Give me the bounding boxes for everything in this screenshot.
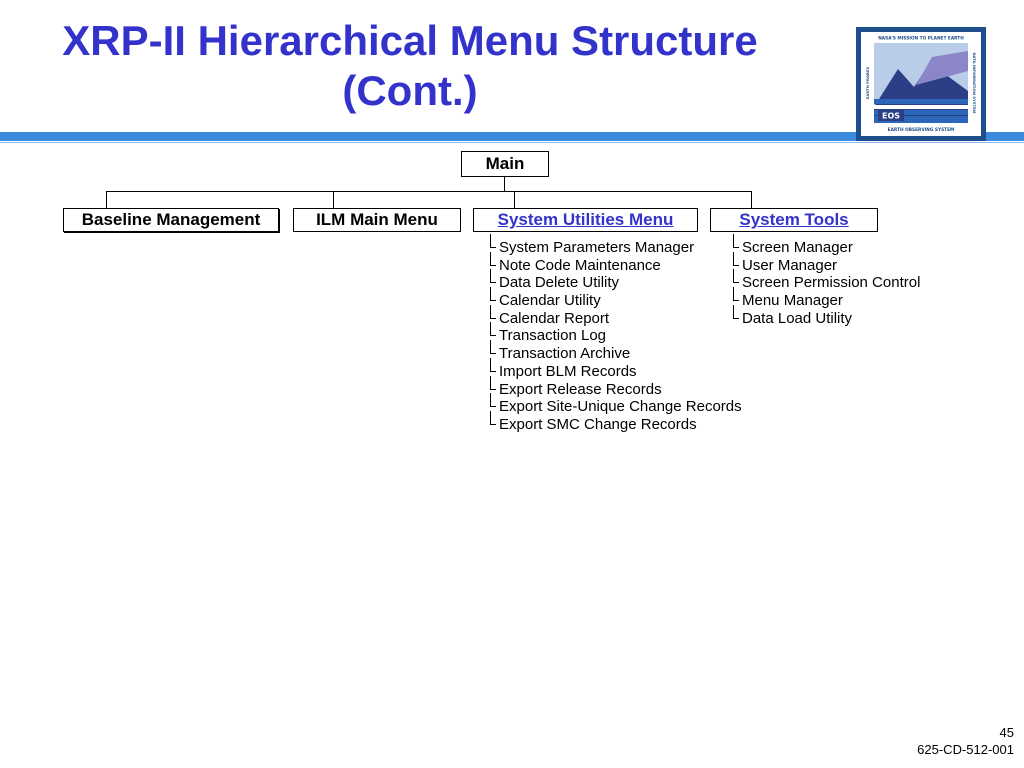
list-item: Export Site-Unique Change Records [490, 398, 742, 416]
node-main [461, 151, 549, 177]
node-system-utilities-menu [473, 208, 698, 232]
logo-top-text: NASA'S MISSION TO PLANET EARTH [878, 36, 964, 42]
logo-right-text: DATA INFORMATION SYSTEM [972, 52, 977, 114]
list-item: Data Load Utility [733, 310, 920, 328]
connector-baseline [106, 191, 107, 208]
list-item: Import BLM Records [490, 363, 742, 381]
node-system-tools [710, 208, 878, 232]
system-tools-item-list [733, 239, 920, 327]
node-main-label: Main [485, 154, 525, 173]
slide-title-line-2: (Cont.) [342, 67, 478, 114]
list-item: Transaction Archive [490, 345, 742, 363]
connector-ilm [333, 191, 334, 208]
list-item: Transaction Log [490, 327, 742, 345]
node-system-utilities-menu-label: System Utilities Menu [497, 210, 674, 229]
eos-logo [856, 27, 986, 141]
list-item: User Manager [733, 257, 920, 275]
connector-horizontal [106, 191, 752, 192]
page-number: 45 [999, 725, 1014, 740]
list-item: Export SMC Change Records [490, 416, 742, 434]
connector-main-down [504, 176, 505, 192]
slide-title-line-1: XRP-II Hierarchical Menu Structure [62, 17, 758, 64]
node-ilm-main-menu-label: ILM Main Menu [316, 210, 438, 229]
logo-left-text: EARTH PROBES [865, 66, 870, 100]
list-item: Note Code Maintenance [490, 257, 742, 275]
system-utilities-item-list [490, 239, 742, 434]
node-ilm-main-menu [293, 208, 461, 232]
document-id: 625-CD-512-001 [917, 742, 1014, 757]
logo-bottom-text: EARTH OBSERVING SYSTEM [887, 128, 955, 133]
list-item: Data Delete Utility [490, 274, 742, 292]
connector-tools [751, 191, 752, 208]
title-divider-shadow [0, 142, 1024, 143]
connector-utilities [514, 191, 515, 208]
logo-center-text: EOS [881, 111, 901, 121]
list-item: Export Release Records [490, 381, 742, 399]
list-item: Menu Manager [733, 292, 920, 310]
list-item: Screen Manager [733, 239, 920, 257]
node-baseline-management-label: Baseline Management [81, 210, 261, 229]
node-baseline-management [63, 208, 279, 232]
list-item: Screen Permission Control [733, 274, 920, 292]
list-item: Calendar Report [490, 310, 742, 328]
node-system-tools-label: System Tools [739, 210, 849, 229]
slide-title [0, 16, 820, 116]
list-item: System Parameters Manager [490, 239, 742, 257]
list-item: Calendar Utility [490, 292, 742, 310]
